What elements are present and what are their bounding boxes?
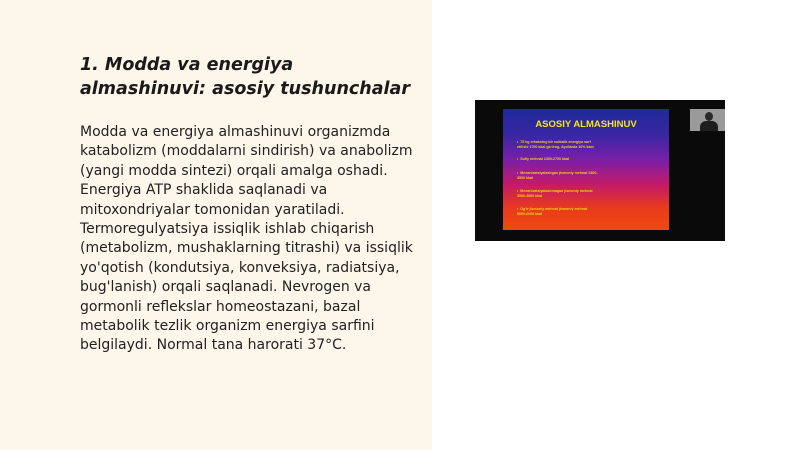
embedded-video[interactable] — [475, 100, 725, 241]
video-slide-line: etilishi 1700 kkal ga teng, Ayollarda 10% kam — [517, 145, 594, 149]
bullet-icon: • — [517, 171, 519, 175]
bullet-icon: • — [517, 207, 519, 211]
bullet-icon: • — [517, 140, 519, 144]
video-slide-line: • 75 kg erkakning bir sutkalik energiya sarf — [517, 140, 591, 144]
video-slide-line: • Sutly mehnat 2300-2700 kkal — [517, 157, 570, 161]
video-slide-line: • Og'ir jismoniy mehnat jismoniy mehnat — [517, 207, 588, 211]
presenter-head-icon — [705, 112, 713, 121]
presenter-body-icon — [700, 121, 718, 131]
video-slide-line: • Mexanizatsiyalashgan jismoniy mehnat 2300- — [517, 171, 598, 175]
video-slide-content — [503, 109, 669, 230]
bullet-icon: • — [517, 189, 519, 193]
slide-title: 1. Modda va energiya almashinuvi: asosiy tushunchalar — [80, 55, 410, 99]
video-slide-line: • Mexanizatsiyalashmagan jismoniy mehnat — [517, 189, 593, 193]
slide-body-text: Modda va energiya almashinuvi organizmda katabolizm (moddalarni sindirish) va anabolizm (yangi modda sintezi) orqali amalga oshadi. Energiya ATP shaklida saqlanadi va mitoxondriyalar tomonidan yaratiladi. Termoregulyatsiya issiqlik ishlab chiqarish (metabolizm, mushaklarning titrashi) va issiqlik yo'qotish (kondutsiya, konveksiya, radiatsiya, bug'lanish) orqali saqlanadi. Nevrogen va gormonli reflekslar homeostazani, bazal metabolik tezlik organizm energiya sarfini belgilaydi. Normal tana harorati 37°C. — [80, 124, 413, 354]
video-slide-heading: ASOSIY ALMASHINUV — [535, 119, 637, 130]
presenter-webcam-thumbnail — [690, 109, 725, 131]
video-slide-line: 5000-6000 kkal — [517, 212, 543, 216]
video-slide-line: 3500 kkal — [517, 176, 533, 180]
bullet-icon: • — [517, 157, 519, 161]
video-slide-line: 3500-4500 kkal — [517, 194, 543, 198]
